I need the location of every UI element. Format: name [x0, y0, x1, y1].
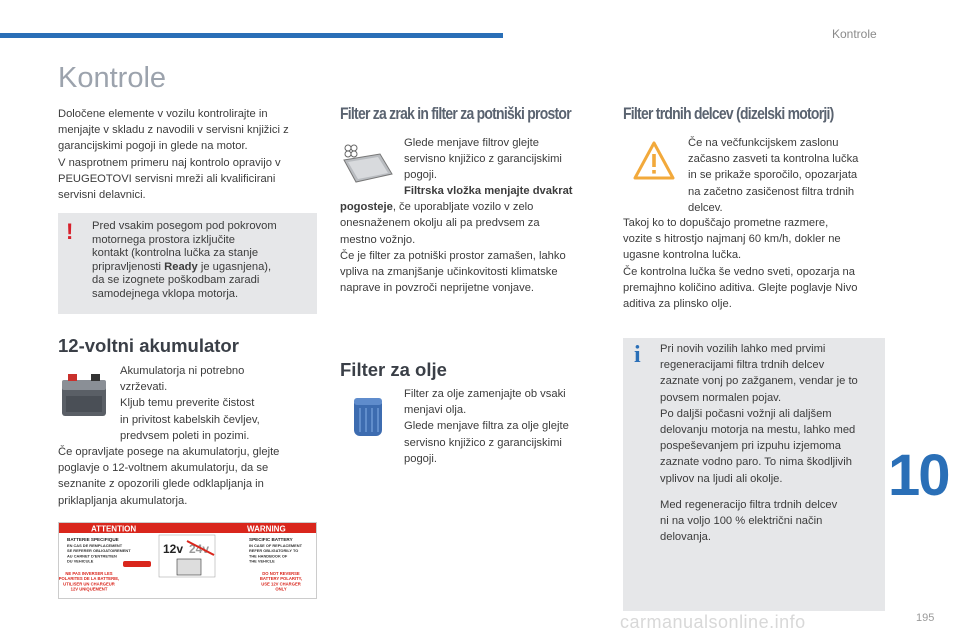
intro-line: menjajte v skladu z navodili v servisni knjižici z	[58, 124, 289, 137]
watermark: carmanualsonline.info	[620, 612, 806, 632]
oil-line: servisno knjižico z garancijskimi	[404, 436, 562, 449]
pf-line: vozite s hitrostjo najmanj 60 km/h, dokler ne	[623, 233, 841, 246]
warning-line: motornega prostora izključite	[92, 233, 236, 246]
warning-line: samodejnega vklopa motorja.	[92, 287, 239, 300]
air-side-line: servisno knjižico z garancijskimi	[404, 153, 562, 166]
pf-line: Takoj ko to dopuščajo prometne razmere,	[623, 217, 829, 229]
pf-line: premajhno količino aditiva. Glejte poglavje Nivo	[623, 281, 858, 294]
particle-filter-side-text	[688, 135, 888, 216]
info-line: delovanja.	[660, 531, 712, 544]
fr-bottom-line: NE PAS INVERSER LES	[65, 571, 113, 576]
intro-line: servisni delavnici.	[58, 189, 146, 202]
oil-filter-icon	[350, 394, 386, 440]
en-text-line: IN CASE OF REPLACEMENT	[249, 543, 302, 548]
air-bold-line	[340, 183, 610, 199]
section-label: Kontrole	[832, 27, 877, 41]
air-bold-text: pogosteje	[340, 201, 393, 214]
air-line: Če je filter za potniški prostor zamašen, lahko	[340, 249, 566, 262]
warning-text	[92, 220, 314, 302]
intro-line: V nasprotnem primeru naj kontrolo opravijo v	[58, 156, 281, 169]
air-side-line: pogoji.	[404, 169, 437, 182]
pf-side-line: delcev.	[688, 201, 723, 214]
air-line: onesnaženem okolju ali pa predvsem za	[340, 217, 540, 230]
particle-filter-heading: Filter trdnih delcev (dizelski motorji)	[623, 104, 834, 123]
info-line: delovanju motorja na mestu, lahko med	[660, 424, 856, 437]
ready-bold: Ready	[164, 260, 198, 273]
exclamation-icon: !	[66, 219, 74, 244]
en-text-line: REFER OBLIGATORILY TO	[249, 548, 299, 554]
warning-line: da se izognete poškodbam zaradi	[92, 274, 260, 287]
pf-side-line: na začetno zasičenost filtra trdnih	[688, 185, 855, 198]
intro-paragraph	[58, 106, 318, 203]
pf-line: ugasne kontrolna lučka.	[623, 249, 742, 262]
en-bottom-line: ONLY	[275, 586, 287, 592]
info-line: regeneracijami filtra trdnih delcev	[660, 359, 825, 372]
warning-line: kontakt (kontrolna lučka za stanje	[92, 247, 259, 260]
intro-line: Določene elemente v vozilu kontrolirajte in	[58, 108, 268, 120]
air-filter-icon	[340, 140, 396, 188]
battery-side-line: Akumulatorja ni potrebno	[120, 365, 245, 377]
info-line: pospeševanjem pri izpuhu izjemoma	[660, 440, 841, 453]
battery-side-text	[120, 363, 320, 444]
label-warning: WARNING	[247, 524, 286, 534]
pf-side-line: začasno zasveti ta kontrolna lučka	[688, 153, 859, 166]
oil-line: Glede menjave filtra za olje glejte	[404, 420, 569, 433]
battery-side-line: vzrževati.	[120, 381, 168, 394]
warning-line: Pred vsakim posegom pod pokrovom	[92, 220, 277, 232]
info-text	[660, 341, 882, 545]
air-filter-side-text	[404, 135, 604, 184]
fr-text-line: DU VEHICULE	[67, 558, 94, 564]
intro-line: garancijskimi pogoji in glede na motor.	[58, 140, 248, 153]
chapter-number: 10	[888, 443, 949, 508]
page-number: 195	[916, 612, 935, 624]
fr-text-line: AU CARNET D'ENTRETIEN	[67, 553, 117, 559]
header-accent-bar	[0, 33, 503, 38]
en-bottom-line: BATTERY POLARITY,	[259, 576, 303, 582]
fr-text-line: EN CAS DE REMPLACEMENT	[67, 543, 123, 548]
en-bottom-line: USE 12V CHARGER	[261, 581, 301, 587]
battery-side-line: predvsem poleti in pozimi.	[120, 429, 250, 442]
battery-line: seznanite z opozorili glede odklapljanja in	[58, 478, 264, 491]
warning-text-part: pripravljenosti	[92, 260, 165, 273]
label-fr-bottom	[59, 571, 119, 592]
label-fr-title: BATTERIE SPECIFIQUE	[67, 537, 119, 542]
info-icon: i	[634, 342, 641, 368]
page-title: Kontrole	[58, 62, 167, 94]
battery-text	[58, 444, 320, 509]
info-line: zaznate vonj po zažganem, vendar je to	[660, 375, 858, 388]
battery-warning-label	[58, 522, 317, 599]
air-line: mestno vožnjo.	[340, 233, 416, 246]
en-bottom-line: DO NOT REVERSE	[262, 571, 300, 576]
info-line: Pri novih vozilih lahko med prvimi	[660, 343, 826, 355]
info-line: povsem normalen pojav.	[660, 391, 782, 404]
warning-line	[92, 261, 314, 275]
air-line: vpliva na zmanjšanje učinkovitosti klimatske	[340, 266, 558, 279]
label-attention: ATTENTION	[91, 524, 137, 534]
fr-text-line: SE REFERER OBLIGATOIREMENT	[67, 548, 131, 554]
air-text-part: , če uporabljate vozilo v zelo	[392, 201, 534, 214]
air-line: naprave in povzroči neprijetne vonjave.	[340, 282, 535, 295]
battery-side-line: in privitost kabelskih čevljev,	[120, 413, 260, 426]
pf-side-line: in se prikaže sporočilo, opozarjata	[688, 169, 858, 182]
fr-bottom-line: 12V UNIQUEMENT	[70, 586, 108, 592]
pf-side-line: Če na večfunkcijskem zaslonu	[688, 137, 839, 149]
label-fr-text	[67, 543, 131, 564]
label-en-text	[249, 543, 303, 564]
info-line: ni na voljo 100 % električni način	[660, 515, 823, 528]
label-12v: 12v	[163, 542, 184, 556]
air-bold-text: Filtrska vložka menjajte dvakrat	[404, 185, 573, 197]
label-en-title: SPECIFIC BATTERY	[249, 537, 293, 542]
air-filter-text	[340, 183, 610, 296]
air-line	[340, 199, 610, 215]
oil-filter-text	[404, 386, 604, 467]
air-filter-heading: Filter za zrak in filter za potniški prostor	[340, 104, 571, 123]
oil-line: Filter za olje zamenjajte ob vsaki	[404, 388, 566, 400]
pf-line: aditiva za plinsko olje.	[623, 298, 732, 311]
info-line: Po daljši počasni vožnji ali daljšem	[660, 407, 832, 420]
fr-bottom-line: POLARITES DE LA BATTERIE,	[59, 576, 120, 582]
info-line: Med regeneracijo filtra trdnih delcev	[660, 498, 838, 511]
oil-filter-heading: Filter za olje	[340, 359, 447, 380]
label-en-bottom	[260, 571, 302, 592]
battery-side-line: Kljub temu preverite čistost	[120, 397, 255, 410]
particle-filter-text	[623, 215, 893, 312]
pf-line: Če kontrolna lučka še vedno sveti, opozarja na	[623, 265, 855, 278]
oil-line: pogoji.	[404, 452, 437, 465]
en-text-line: THE HANDBOOK OF	[249, 553, 288, 559]
air-side-line: Glede menjave filtrov glejte	[404, 137, 539, 149]
battery-line: priklapljanja akumulatorja.	[58, 494, 188, 507]
fr-bottom-line: UTILISER UN CHARGEUR	[63, 581, 115, 587]
battery-line: poglavje o 12-voltnem akumulatorju, da se	[58, 462, 269, 475]
battery-heading: 12-voltni akumulator	[58, 335, 239, 356]
warning-text-part: je ugasnjena),	[197, 260, 272, 273]
info-line: vplivov na ljudi ali okolje.	[660, 472, 783, 485]
en-text-line: THE VEHICLE	[249, 558, 275, 564]
battery-icon	[58, 370, 110, 420]
info-line: zaznate vodno paro. To nima škodljivih	[660, 456, 852, 469]
intro-line: PEUGEOTOVI servisni mreži ali kvalificirani	[58, 172, 276, 185]
warning-triangle-icon	[632, 140, 676, 182]
battery-line: Če opravljate posege na akumulatorju, glejte	[58, 446, 280, 458]
label-24v: 24v	[189, 542, 210, 556]
oil-line: menjavi olja.	[404, 404, 467, 417]
